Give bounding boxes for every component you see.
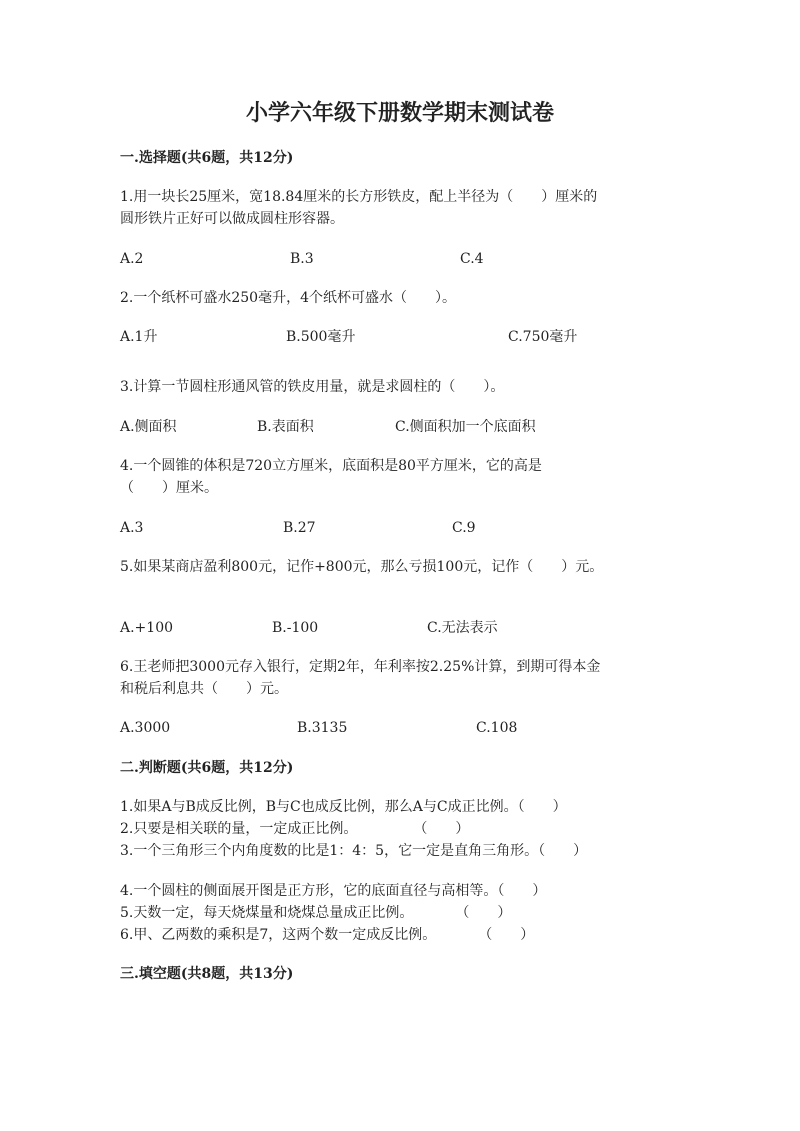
question-6-option-a: A.3000 — [120, 720, 171, 736]
question-5-option-c: C.无法表示 — [427, 620, 498, 636]
question-2-line-1: 2.一个纸杯可盛水250毫升，4个纸杯可盛水（ ）。 — [120, 290, 456, 306]
question-2-option-a: A.1升 — [120, 329, 158, 345]
judgement-item-6: 6.甲、乙两数的乘积是7，这两个数一定成反比例。 （ ） — [120, 927, 535, 943]
question-3-option-c: C.侧面积加一个底面积 — [395, 419, 536, 435]
question-6-line-2: 和税后利息共（ ）元。 — [120, 681, 288, 697]
question-4-option-b: B.27 — [283, 520, 316, 536]
question-6-line-1: 6.王老师把3000元存入银行，定期2年，年利率按2.25%计算，到期可得本金 — [120, 659, 601, 675]
question-5-option-a: A.+100 — [120, 620, 174, 636]
judgement-item-5: 5.天数一定，每天烧煤量和烧煤总量成正比例。 （ ） — [120, 905, 512, 921]
question-6-option-c: C.108 — [476, 720, 518, 736]
question-4-line-1: 4.一个圆锥的体积是720立方厘米，底面积是80平方厘米，它的高是 — [120, 458, 542, 474]
question-1-option-c: C.4 — [460, 251, 484, 267]
question-4-option-c: C.9 — [452, 520, 476, 536]
question-5-line-1: 5.如果某商店盈利800元，记作+800元，那么亏损100元，记作（ ）元。 — [120, 559, 604, 575]
question-4-line-2: （ ）厘米。 — [120, 480, 218, 496]
section-heading-fill-blank: 三.填空题(共8题，共13分) — [120, 966, 294, 982]
question-1-line-1: 1.用一块长25厘米，宽18.84厘米的长方形铁皮，配上半径为（ ）厘米的 — [120, 189, 598, 205]
question-6-option-b: B.3135 — [297, 720, 348, 736]
section-heading-judgement: 二.判断题(共6题，共12分) — [120, 760, 294, 776]
question-4-option-a: A.3 — [120, 520, 144, 536]
page-title: 小学六年级下册数学期末测试卷 — [245, 100, 554, 126]
question-3-option-a: A.侧面积 — [120, 419, 177, 435]
judgement-item-2: 2.只要是相关联的量，一定成正比例。 （ ） — [120, 821, 470, 837]
question-1-option-b: B.3 — [290, 251, 314, 267]
question-2-option-c: C.750毫升 — [508, 329, 578, 345]
judgement-item-4: 4.一个圆柱的侧面展开图是正方形，它的底面直径与高相等。（ ） — [120, 883, 547, 899]
question-2-option-b: B.500毫升 — [286, 329, 356, 345]
question-3-line-1: 3.计算一节圆柱形通风管的铁皮用量，就是求圆柱的（ ）。 — [120, 379, 505, 395]
question-3-option-b: B.表面积 — [257, 419, 314, 435]
question-1-line-2: 圆形铁片正好可以做成圆柱形容器。 — [120, 211, 344, 227]
section-heading-choice: 一.选择题(共6题，共12分) — [120, 150, 294, 166]
judgement-item-1: 1.如果A与B成反比例，B与C也成反比例，那么A与C成正比例。（ ） — [120, 799, 567, 815]
question-5-option-b: B.-100 — [272, 620, 319, 636]
judgement-item-3: 3.一个三角形三个内角度数的比是1：4：5，它一定是直角三角形。（ ） — [120, 843, 588, 859]
question-1-option-a: A.2 — [120, 251, 144, 267]
